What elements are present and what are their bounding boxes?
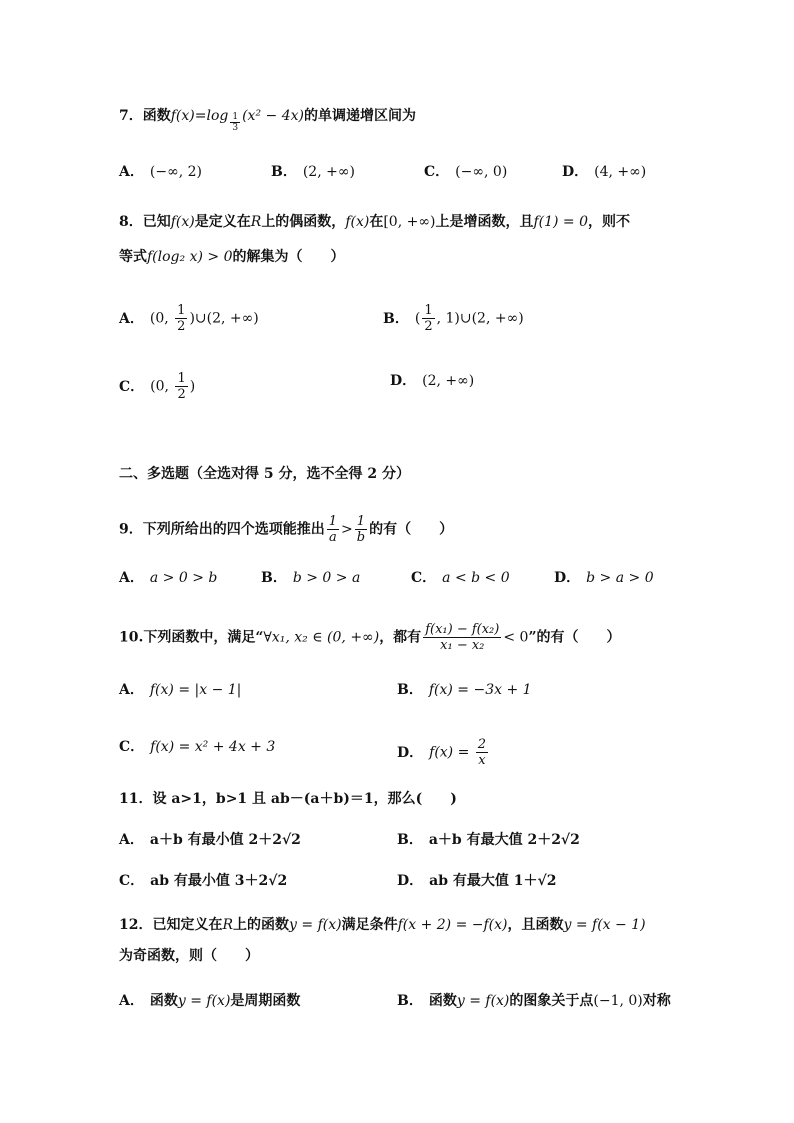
math-expression: f(log₂ x) > 0 (147, 249, 233, 265)
question-text: ，都有 (379, 629, 422, 646)
option-a[interactable] (119, 991, 300, 1011)
fraction-denominator: a (329, 530, 337, 545)
option-value: ab 有最小值 3＋2√2 (150, 873, 288, 889)
option-b[interactable] (397, 991, 671, 1011)
option-d[interactable] (397, 737, 490, 768)
question-text: 已知 (142, 214, 171, 230)
question-12-stem-line2: 为奇函数，则（ ） (119, 948, 259, 964)
option-label: D． (554, 570, 581, 586)
question-text: 的单调递增区间为 (303, 108, 416, 124)
option-label: A． (119, 310, 144, 327)
option-b[interactable] (271, 162, 355, 182)
fraction-denominator: 2 (177, 387, 186, 402)
option-label: A． (119, 993, 144, 1009)
option-value: ab 有最大值 1＋√2 (429, 873, 557, 889)
option-b[interactable] (261, 568, 360, 588)
option-label: C． (424, 164, 450, 180)
fraction (327, 514, 339, 545)
option-value: a＋b 有最小值 2＋2√2 (149, 832, 301, 848)
section-heading: 二、多选题（全选对得 5 分，选不全得 2 分） (119, 466, 410, 482)
option-label: B． (383, 310, 409, 327)
option-label: B． (261, 570, 287, 586)
option-a[interactable] (119, 162, 202, 182)
option-label: C． (119, 873, 145, 889)
option-text: 函数 (428, 993, 457, 1009)
math-expression: (x² − 4x) (242, 108, 304, 124)
question-12-stem-line1 (119, 915, 646, 935)
option-value: f(x) = −3x + 1 (428, 682, 532, 698)
option-value: , 1)∪(2, +∞) (436, 310, 524, 327)
question-text: ，且函数 (507, 917, 564, 933)
question-text: 已知定义在 (152, 917, 223, 933)
option-value: a > 0 > b (149, 570, 218, 586)
option-value: (2, +∞) (422, 373, 475, 389)
question-8-stem-line1 (119, 212, 630, 232)
math-expression: ∀x₁, x₂ ∈ (0, +∞) (263, 629, 380, 646)
math-expression: f(x)=log (170, 108, 229, 124)
option-label: D． (397, 744, 424, 761)
question-text: 函数 (142, 108, 171, 124)
math-operator: > (341, 521, 353, 538)
option-label: B． (397, 993, 423, 1009)
option-text: 的图象关于点 (509, 993, 594, 1009)
option-a[interactable] (119, 830, 301, 850)
option-a[interactable] (119, 680, 241, 700)
option-label: C． (119, 378, 145, 395)
question-number: 8． (119, 214, 143, 230)
question-11-stem: 11．设 a>1，b>1 且 ab－(a＋b)＝1，那么( ) (119, 791, 457, 807)
log-base-fraction (230, 112, 240, 133)
option-value: )∪(2, +∞) (189, 310, 259, 327)
option-label: C． (411, 570, 437, 586)
math-symbol: R (250, 214, 262, 230)
option-label: C． (119, 739, 145, 755)
option-d[interactable] (397, 871, 556, 891)
option-label: B． (271, 164, 297, 180)
fraction-denominator: 3 (232, 123, 239, 133)
option-value: (−∞, 2) (149, 164, 202, 180)
option-d[interactable] (554, 568, 654, 588)
option-label: D． (397, 873, 424, 889)
option-text: 函数 (149, 993, 178, 1009)
option-label: D． (562, 164, 589, 180)
question-text: 上的偶函数， (261, 214, 346, 230)
option-text: 是周期函数 (230, 993, 301, 1009)
option-value: (0, (149, 310, 174, 327)
math-expression: < 0 (503, 629, 529, 646)
math-symbol: R (222, 917, 234, 933)
question-text: ，则不 (588, 214, 631, 230)
math-expression: f(1) = 0 (533, 214, 589, 230)
question-number: 12． (119, 917, 153, 933)
math-expression: f(x) (170, 214, 195, 230)
math-expression: y = f(x − 1) (563, 917, 646, 933)
fraction (175, 303, 187, 334)
fraction-denominator: x₁ − x₂ (440, 638, 485, 653)
option-value: (0, (150, 378, 174, 395)
option-value: (4, +∞) (594, 164, 647, 180)
fraction-denominator: 2 (424, 319, 433, 334)
option-label: A． (119, 682, 144, 698)
fraction (175, 371, 187, 402)
option-c[interactable]: C． (0, $\frac{1}{2}$ ) (119, 371, 196, 402)
fraction (355, 514, 367, 545)
math-expression: (−1, 0) (593, 993, 643, 1009)
option-value: b > 0 > a (292, 570, 361, 586)
question-10-stem (119, 622, 621, 653)
question-text: 下列函数中，满足“ (143, 629, 264, 646)
option-d[interactable] (562, 162, 646, 182)
question-text: 的有（ ） (369, 521, 454, 538)
option-b[interactable] (397, 830, 580, 850)
option-label: A． (119, 164, 144, 180)
option-text: 对称 (642, 993, 671, 1009)
option-c[interactable] (119, 871, 287, 891)
fraction-numerator: 1 (355, 514, 367, 530)
option-label: D． (390, 373, 417, 389)
option-label: B． (397, 682, 423, 698)
question-text: 下列所给出的四个选项能推出 (142, 521, 325, 538)
question-text: 的解集为（ ） (232, 249, 345, 265)
option-value: (−∞, 0) (455, 164, 508, 180)
question-text: 等式 (119, 249, 147, 265)
question-text: 是定义在 (194, 214, 251, 230)
fraction (476, 737, 488, 768)
question-text: ”的有（ ） (528, 629, 621, 646)
math-interval: [0, +∞) (383, 214, 436, 230)
fraction (422, 303, 434, 334)
option-a[interactable] (119, 303, 259, 334)
math-expression: y = f(x) (177, 993, 231, 1009)
math-expression: f(x + 2) = −f(x) (397, 917, 508, 933)
option-a[interactable] (119, 568, 217, 588)
question-number: 7． (119, 108, 143, 124)
math-expression: f(x) (345, 214, 370, 230)
option-value: f(x) = |x − 1| (149, 682, 242, 698)
option-label: B． (397, 832, 423, 848)
question-9-stem (119, 514, 453, 545)
question-7-stem (119, 106, 416, 133)
question-text: 上是增函数，且 (435, 214, 534, 230)
option-c[interactable] (411, 568, 510, 588)
fraction-numerator: f(x₁) − f(x₂) (425, 622, 500, 637)
option-b[interactable]: B． ( $\frac{1}{2}$ , 1)∪(2, +∞) (383, 303, 524, 334)
fraction (423, 622, 501, 653)
fraction-numerator: 1 (424, 303, 433, 318)
option-b[interactable] (397, 680, 532, 700)
question-number: 9． (119, 521, 143, 538)
option-value: f(x) = x² + 4x + 3 (150, 739, 276, 755)
fraction-denominator: x (478, 753, 486, 768)
question-text: 上的函数 (233, 917, 290, 933)
question-number: 10. (119, 629, 144, 646)
fraction-numerator: 1 (328, 514, 338, 529)
option-value: (2, +∞) (302, 164, 355, 180)
option-value: a < b < 0 (442, 570, 510, 586)
question-text: 满足条件 (341, 917, 398, 933)
fraction-numerator: 1 (177, 371, 186, 386)
option-label: A． (119, 832, 144, 848)
fraction-numerator: 2 (477, 737, 487, 752)
option-value: f(x) = (429, 744, 474, 761)
option-value: b > a > 0 (586, 570, 654, 586)
fraction-denominator: b (356, 530, 366, 545)
option-value: a＋b 有最大值 2＋2√2 (428, 832, 580, 848)
fraction-numerator: 1 (177, 303, 186, 318)
fraction-numerator: 1 (232, 112, 239, 122)
question-8-stem-line2 (119, 247, 344, 267)
option-label: A． (119, 570, 144, 586)
math-expression: y = f(x) (456, 993, 510, 1009)
fraction-denominator: 2 (177, 319, 186, 334)
option-c[interactable] (424, 162, 507, 182)
question-text: 在 (369, 214, 384, 230)
option-c[interactable] (119, 737, 275, 757)
option-d[interactable] (390, 371, 474, 391)
math-expression: y = f(x) (289, 917, 342, 933)
